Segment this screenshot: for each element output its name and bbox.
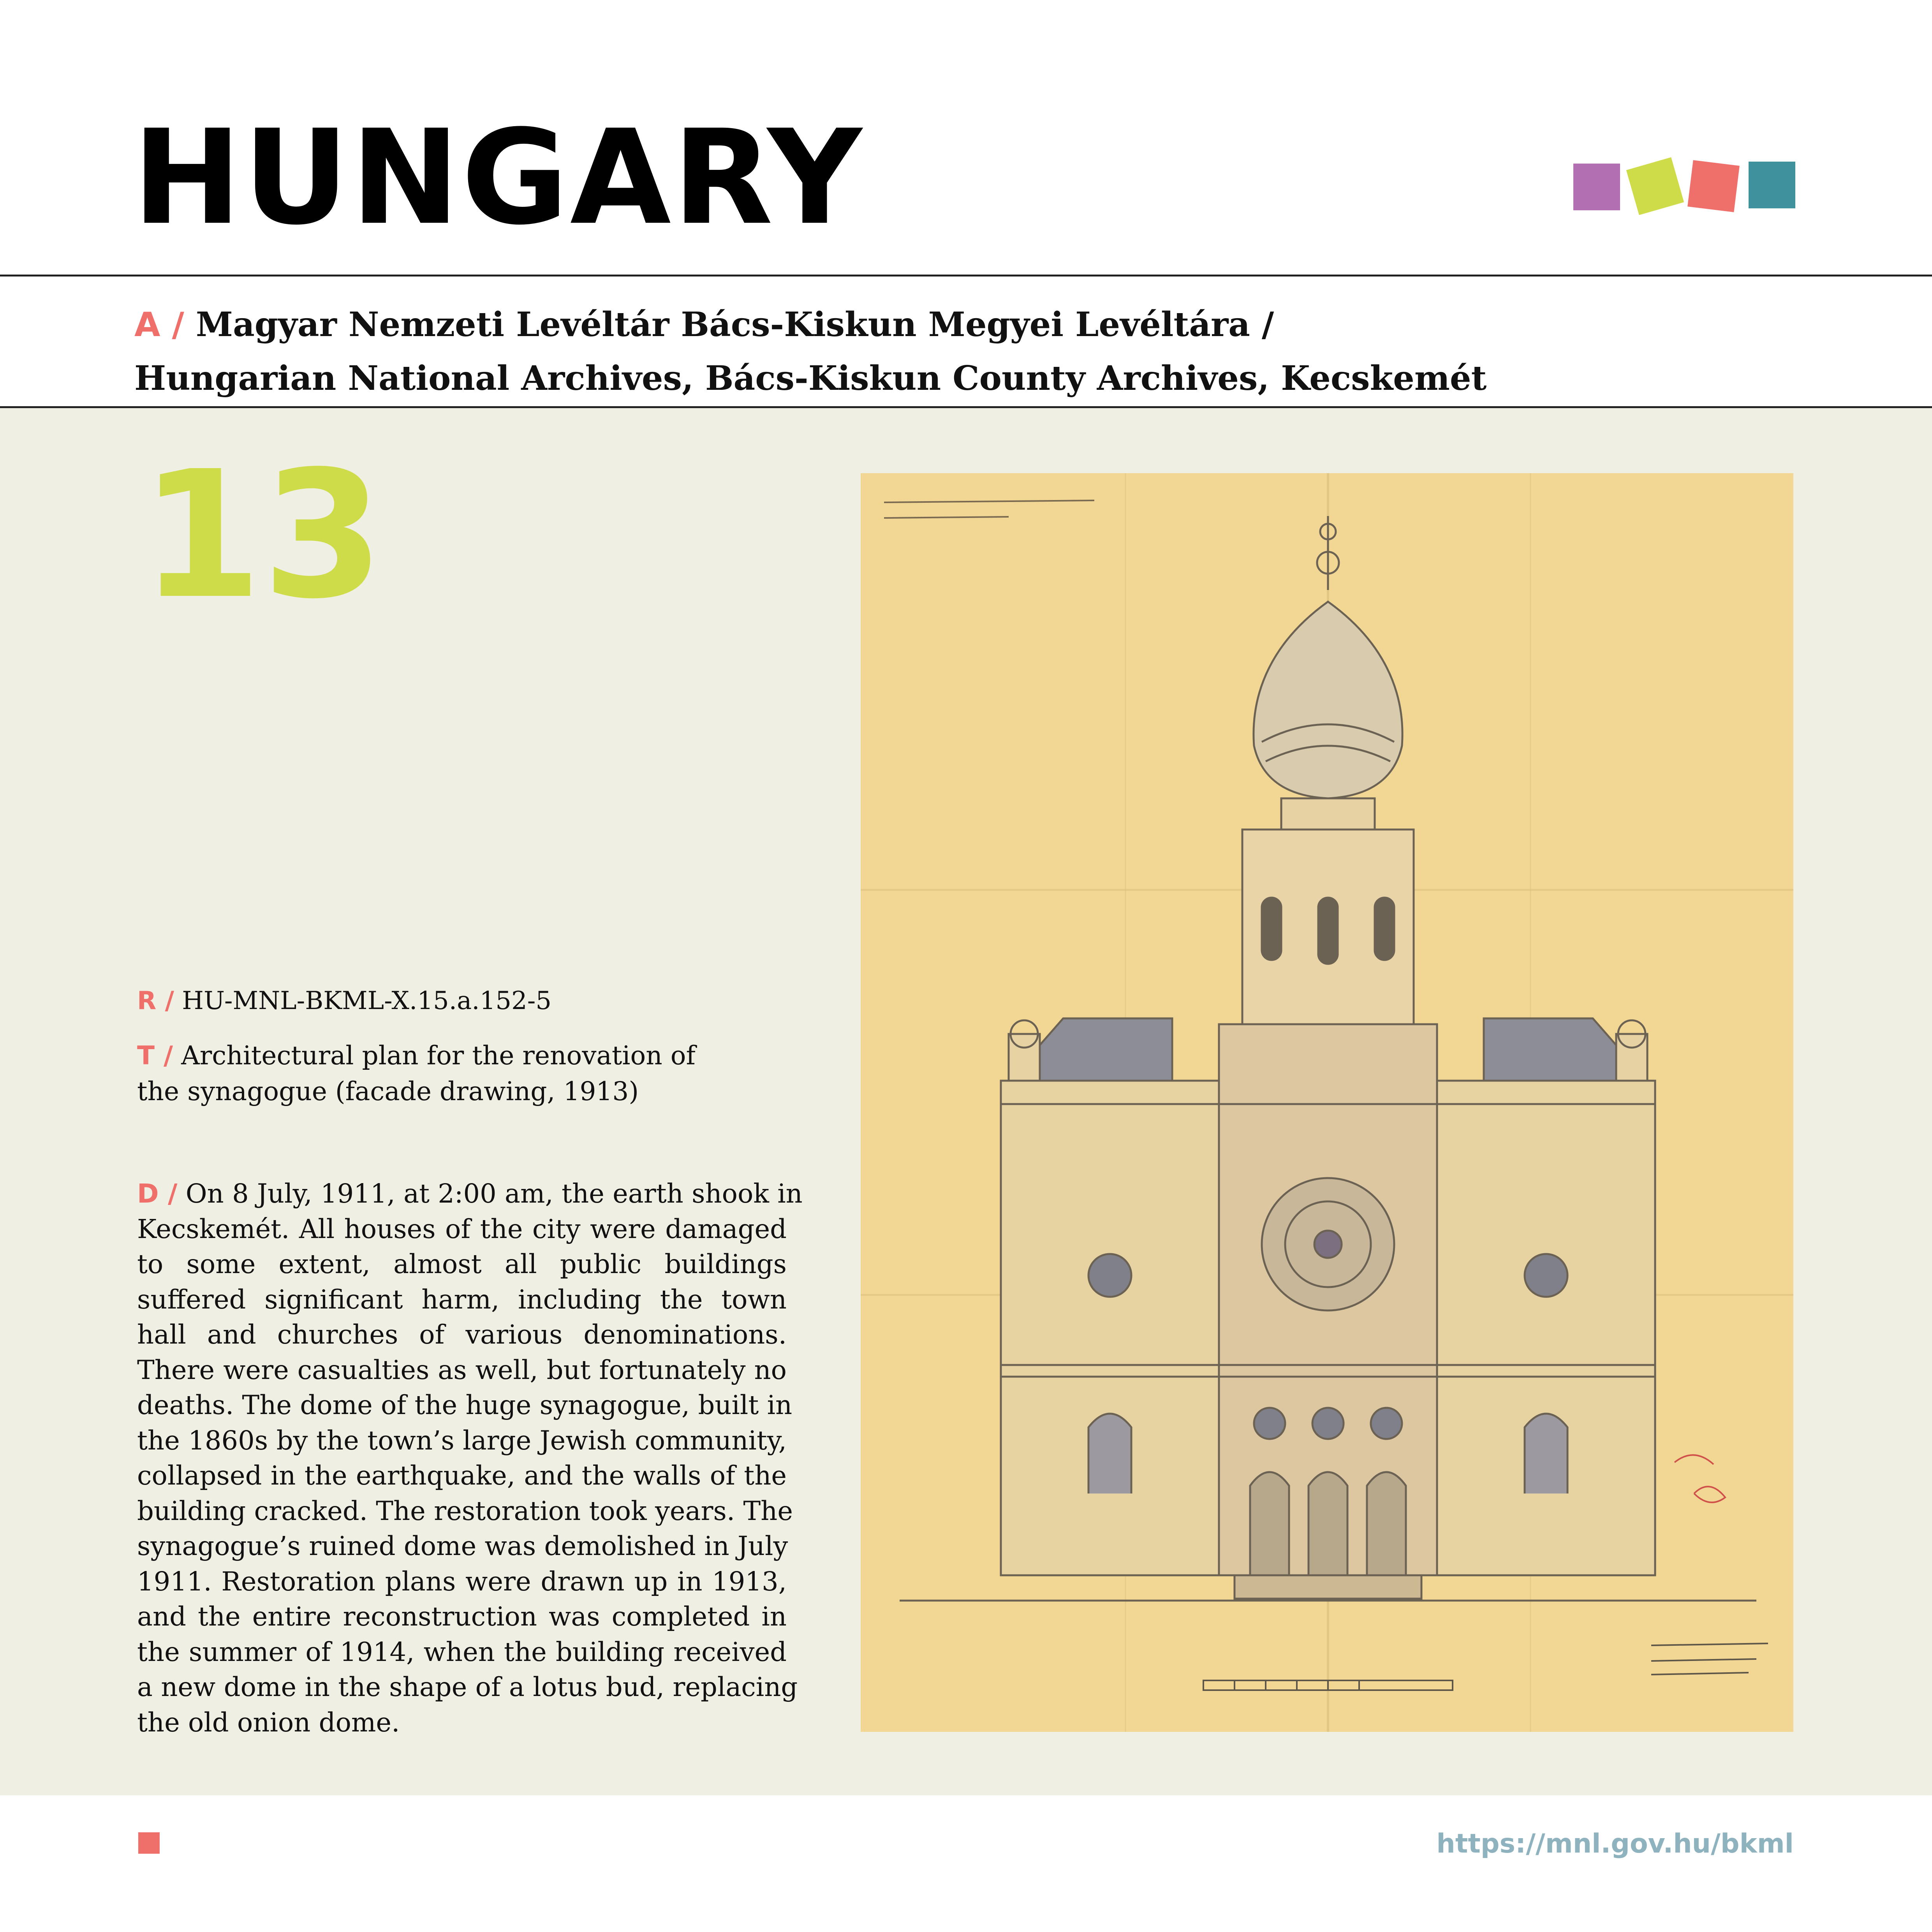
description-line: the old onion dome. [137, 1707, 400, 1738]
title-line-1: Architectural plan for the renovation of [181, 1041, 696, 1071]
description-line: building cracked. The restoration took years. The [137, 1495, 793, 1526]
country-title: HUNGARY [132, 102, 864, 254]
reference-code: HU-MNL-BKML-X.15.a.152-5 [182, 986, 552, 1015]
synagogue-facade-drawing [861, 473, 1793, 1732]
description-line: to some extent, almost all public buildings [137, 1249, 787, 1279]
reference-line [137, 983, 551, 1018]
description-line: On 8 July, 1911, at 2:00 am, the earth shook in [185, 1178, 803, 1209]
description-line: hall and churches of various denominations. [137, 1319, 787, 1350]
description-line: 1911. Restoration plans were drawn up in 1913, [137, 1566, 787, 1597]
archive-name [134, 298, 1809, 405]
description-line: the 1860s by the town’s large Jewish community, [137, 1425, 787, 1456]
description-line: and the entire reconstruction was completed in [137, 1601, 787, 1632]
description-line: Kecskemét. All houses of the city were damaged [137, 1213, 787, 1244]
archive-label: A / [134, 305, 184, 344]
description-line: collapsed in the earthquake, and the walls of the [137, 1460, 787, 1491]
archive-url-link[interactable]: https://mnl.gov.hu/bkml [1436, 1828, 1794, 1859]
archive-name-hungarian: Magyar Nemzeti Levéltár Bács-Kiskun Megyei Levéltára / [195, 305, 1274, 344]
footer-square [138, 1832, 160, 1854]
reference-label: R / [137, 986, 174, 1015]
item-description [137, 1176, 803, 1740]
item-number: 13 [140, 433, 384, 638]
archive-name-english: Hungarian National Archives, Bács-Kiskun County Archives, Kecskemét [134, 359, 1487, 398]
green-square [1626, 157, 1684, 215]
item-title [137, 1038, 838, 1110]
description-line: suffered significant harm, including the town [137, 1284, 787, 1315]
teal-square [1749, 162, 1795, 208]
description-label: D / [137, 1178, 178, 1209]
description-line: the summer of 1914, when the building received [137, 1636, 787, 1667]
description-line: deaths. The dome of the huge synagogue, built in [137, 1390, 793, 1420]
title-line-2: the synagogue (facade drawing, 1913) [137, 1076, 639, 1106]
purple-square [1573, 164, 1620, 210]
description-line: There were casualties as well, but fortunately no [137, 1354, 787, 1385]
header-divider [0, 275, 1932, 277]
title-label: T / [137, 1041, 173, 1071]
description-line: a new dome in the shape of a lotus bud, replacing [137, 1672, 798, 1702]
red-square [1687, 160, 1740, 212]
description-line: synagogue’s ruined dome was demolished in July [137, 1531, 788, 1561]
color-squares-logo [1573, 156, 1799, 218]
